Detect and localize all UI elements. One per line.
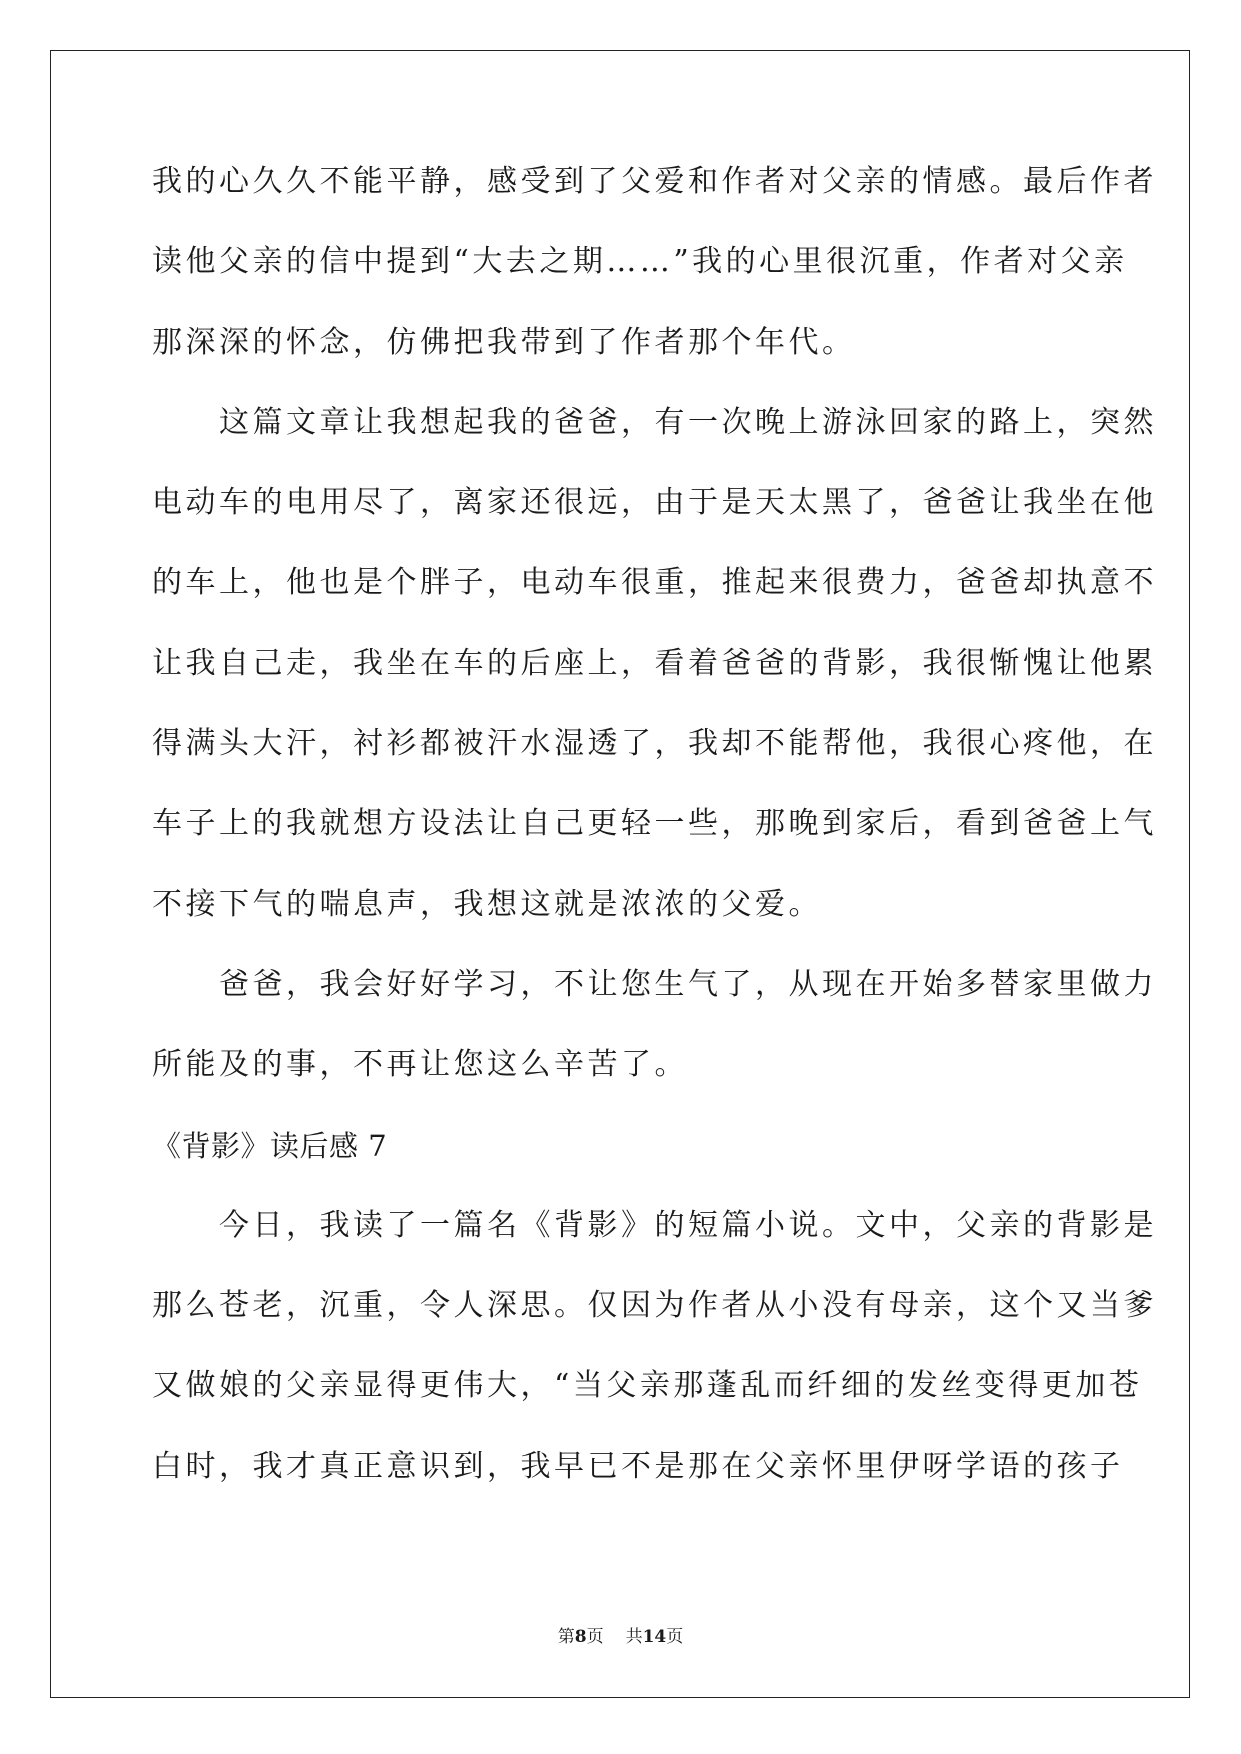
total-prefix: 共 — [625, 1627, 643, 1647]
document-body — [152, 158, 1157, 1523]
text-line: 那么苍老，沉重，令人深思。仅因为作者从小没有母亲，这个又当爹 — [152, 1288, 1157, 1324]
text-line: 的车上，他也是个胖子，电动车很重，推起来很费力，爸爸却执意不 — [152, 565, 1157, 601]
text-line: 这篇文章让我想起我的爸爸，有一次晚上游泳回家的路上，突然 — [152, 404, 1157, 440]
text-line: 所能及的事，不再让您这么辛苦了。 — [152, 1047, 688, 1083]
total-unit: 页 — [666, 1627, 684, 1647]
text-line: 那深深的怀念，仿佛把我带到了作者那个年代。 — [152, 324, 856, 360]
text-line: 电动车的电用尽了，离家还很远，由于是天太黑了，爸爸让我坐在他 — [152, 485, 1157, 521]
page-footer — [0, 1622, 1241, 1647]
text-line: 让我自己走，我坐在车的后座上，看着爸爸的背影，我很惭愧让他累 — [152, 645, 1157, 681]
text-line: 读他父亲的信中提到“大去之期……”我的心里很沉重，作者对父亲 — [152, 244, 1128, 280]
text-line: 不接下气的喘息声，我想这就是浓浓的父爱。 — [152, 886, 822, 922]
page-prefix: 第 — [557, 1627, 575, 1647]
section-heading: 《背影》读后感 7 — [152, 1128, 388, 1163]
page-current: 8 — [574, 1627, 587, 1647]
text-line: 车子上的我就想方设法让自己更轻一些，那晚到家后，看到爸爸上气 — [152, 806, 1157, 842]
text-line: 白时，我才真正意识到，我早已不是那在父亲怀里伊呀学语的孩子 — [152, 1448, 1124, 1484]
text-line: 我的心久久不能平静，感受到了父爱和作者对父亲的情感。最后作者 — [152, 164, 1157, 199]
text-line: 得满头大汗，衬衫都被汗水湿透了，我却不能帮他，我很心疼他，在 — [152, 726, 1157, 762]
text-line: 今日，我读了一篇名《背影》的短篇小说。文中，父亲的背影是 — [152, 1207, 1157, 1243]
page-total: 14 — [642, 1627, 667, 1647]
page-unit: 页 — [586, 1627, 604, 1647]
text-line: 爸爸，我会好好学习，不让您生气了，从现在开始多替家里做力 — [152, 966, 1157, 1002]
text-line: 又做娘的父亲显得更伟大，“当父亲那蓬乱而纤细的发丝变得更加苍 — [152, 1368, 1143, 1404]
